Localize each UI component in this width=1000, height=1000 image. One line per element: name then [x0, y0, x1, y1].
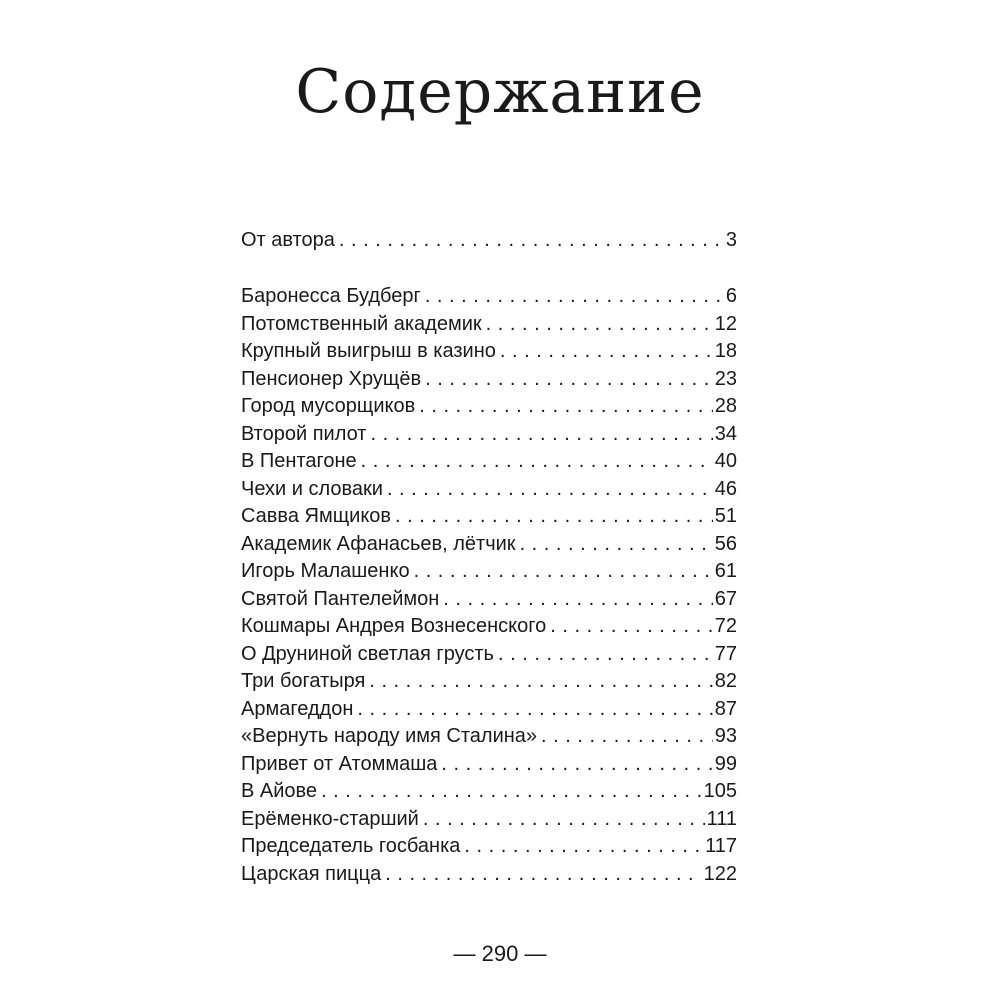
toc-dot-leader — [387, 476, 713, 504]
toc-entry-title: Ерёменко-старший — [241, 806, 423, 834]
toc-entry-page: 3 — [725, 229, 737, 251]
toc-entry-title: Председатель госбанка — [241, 833, 464, 861]
toc-entry-title: Второй пилот — [241, 421, 370, 449]
toc-entry-page: 34 — [714, 422, 737, 445]
toc-entry — [241, 861, 737, 889]
toc-dot-leader — [500, 338, 713, 366]
toc-entry — [241, 503, 737, 531]
toc-entry — [241, 421, 737, 449]
toc-entry-title: От автора — [241, 227, 339, 255]
toc-entry-title: Пенсионер Хрущёв — [241, 366, 425, 394]
toc-entry-page: 105 — [703, 780, 737, 802]
toc-entry-page: 51 — [714, 505, 737, 527]
toc-entry-title: О Друниной светлая грусть — [241, 641, 498, 669]
toc-entry-page: 56 — [714, 532, 737, 555]
toc-dot-leader — [321, 778, 702, 806]
toc-entry-page: 40 — [714, 450, 737, 472]
toc-entry-page: 28 — [714, 395, 737, 417]
toc-entry-page: 111 — [706, 807, 737, 830]
toc-entry — [241, 476, 737, 504]
toc-dot-leader — [441, 751, 712, 779]
toc-entry-page: 77 — [714, 642, 737, 665]
toc-entry-page: 93 — [714, 725, 737, 747]
toc-entry-title: «Вернуть народу имя Сталина» — [241, 723, 541, 751]
toc-entry-page: 61 — [714, 560, 737, 582]
toc-entry-title: В Пентагоне — [241, 448, 361, 476]
toc-entry-page: 6 — [725, 285, 737, 307]
toc-entry-title: Царская пицца — [241, 861, 385, 889]
toc-entry — [241, 586, 737, 614]
toc-entry-title: Привет от Атоммаша — [241, 751, 441, 779]
toc-entry-title: Кошмары Андрея Вознесенского — [241, 613, 550, 641]
toc-entry-page: 12 — [714, 312, 737, 335]
toc-entry-page: 87 — [714, 697, 737, 720]
toc-dot-leader — [520, 531, 713, 559]
toc-dot-leader — [550, 613, 712, 641]
toc-entry-page: 67 — [714, 587, 737, 610]
toc-entry-page: 117 — [705, 835, 737, 857]
toc-entry — [241, 723, 737, 751]
toc-dot-leader — [419, 393, 713, 421]
toc-dot-leader — [370, 421, 712, 449]
page-number: — 290 — — [453, 941, 547, 966]
toc-entry-title: В Айове — [241, 778, 321, 806]
toc-entry — [241, 778, 737, 806]
toc-entry — [241, 338, 737, 366]
toc-entry — [241, 283, 737, 311]
toc-dot-leader — [339, 227, 724, 255]
toc-entry-title: Крупный выигрыш в казино — [241, 338, 500, 366]
toc-entry-title: Чехи и словаки — [241, 476, 387, 504]
toc-entry — [241, 227, 737, 255]
toc-entry — [241, 613, 737, 641]
toc-dot-leader — [464, 833, 703, 861]
toc-entry-title: Три богатыря — [241, 668, 369, 696]
toc-dot-leader — [414, 558, 713, 586]
toc-entry-page: 18 — [714, 340, 737, 362]
toc-dot-leader — [498, 641, 713, 669]
toc-dot-leader — [395, 503, 713, 531]
toc-entry-title: Игорь Малашенко — [241, 558, 414, 586]
page-title: Содержание — [295, 57, 705, 127]
toc-list — [241, 283, 737, 888]
toc-entry-page: 99 — [714, 752, 737, 775]
toc-dot-leader — [423, 806, 705, 834]
toc-entry-title: Потомственный академик — [241, 311, 486, 339]
toc-entry — [241, 448, 737, 476]
toc-entry — [241, 558, 737, 586]
toc-dot-leader — [369, 668, 712, 696]
toc-entry-page: 82 — [714, 670, 737, 692]
toc-entry-title: Баронесса Будберг — [241, 283, 425, 311]
toc-dot-leader — [425, 283, 724, 311]
toc-entry — [241, 833, 737, 861]
toc-intro-list — [241, 227, 737, 255]
toc-entry-page: 46 — [714, 477, 737, 500]
toc-entry — [241, 806, 737, 834]
toc-dot-leader — [443, 586, 712, 614]
toc-entry — [241, 668, 737, 696]
toc-entry — [241, 696, 737, 724]
toc-entry — [241, 393, 737, 421]
toc-entry — [241, 751, 737, 779]
toc-entry — [241, 366, 737, 394]
toc-dot-leader — [361, 448, 713, 476]
toc-dot-leader — [425, 366, 713, 394]
toc-dot-leader — [486, 311, 713, 339]
toc-entry-title: Армагеддон — [241, 696, 357, 724]
toc-entry-page: 122 — [703, 862, 737, 885]
toc-dot-leader — [385, 861, 701, 889]
toc-entry-title: Город мусорщиков — [241, 393, 419, 421]
toc-entry-title: Академик Афанасьев, лётчик — [241, 531, 520, 559]
toc-entry-page: 23 — [714, 367, 737, 390]
toc-dot-leader — [357, 696, 712, 724]
toc-entry-page: 72 — [714, 615, 737, 637]
toc-entry — [241, 311, 737, 339]
toc-entry — [241, 531, 737, 559]
toc-entry — [241, 641, 737, 669]
toc-entry-title: Святой Пантелеймон — [241, 586, 443, 614]
toc-dot-leader — [541, 723, 713, 751]
toc-entry-title: Савва Ямщиков — [241, 503, 395, 531]
